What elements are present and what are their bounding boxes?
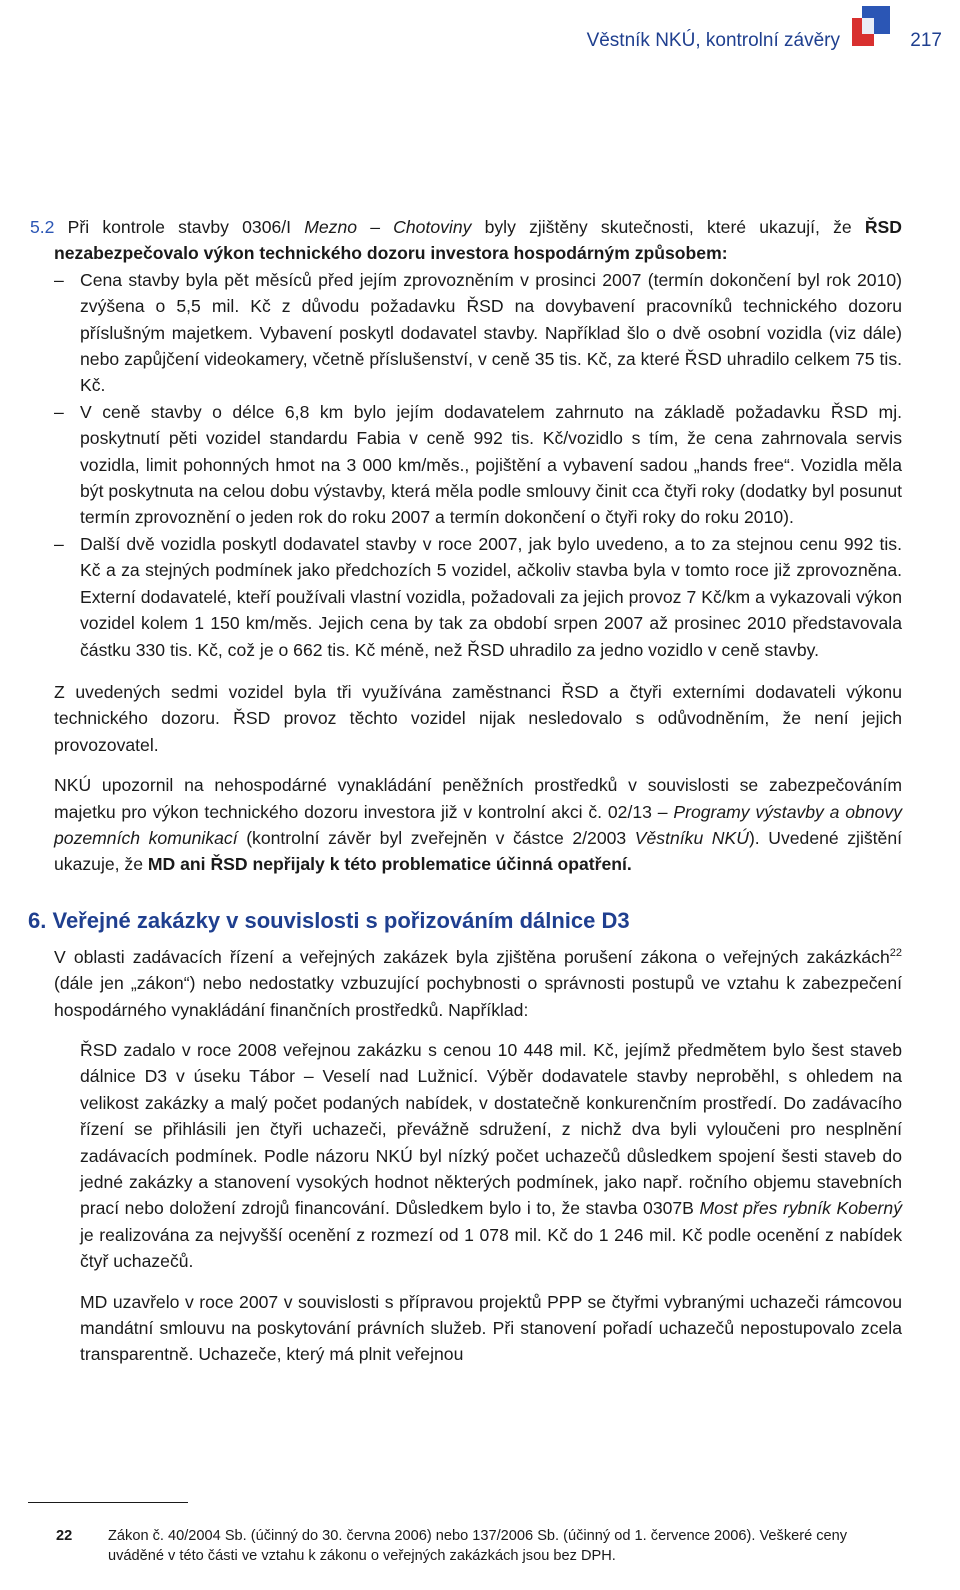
nku-warning-paragraph: NKÚ upozornil na nehospodárné vynakládání peněžních prostředků v souvislosti se zabezpečováním majetku pro výkon technického dozoru investora již v kontrolní akci č. 02/13 – Programy výstavby a obnovy pozemních komunikací (kontrolní závěr byl zveřejněn v částce 2/2003 Věstníku NKÚ). Uvedené zjištění ukazuje, že MD ani ŘSD nepřijaly k této problematice účinná opatření. — [54, 775, 903, 875]
footnote-number: 22 — [56, 1528, 73, 1544]
section-6-intro: V oblasti zadávacích řízení a veřejných zakázek byla zjištěna porušení zákona o veřejných zakázkách$^{22}$ (dále jen „zákon“) nebo nedostatky vzbuzující pochybnosti o správnosti postupů ve vztahu k zabezpečení hospodárného vynakládání finančních prostředků. Například: — [54, 946, 902, 1020]
journal-title: Věstník NKÚ, kontrolní závěry — [586, 30, 840, 51]
findings-list — [0, 267, 960, 663]
section-number: 5.2 — [30, 217, 55, 237]
page-body — [0, 214, 960, 1368]
section-6-heading: 6. Veřejné zakázky v souvislosti s pořizováním dálnice D3 — [28, 907, 630, 933]
nku-logo-icon — [852, 6, 892, 46]
section-5-2-intro: 5.2 Při kontrole stavby 0306/I Mezno – Chotoviny byly zjištěny skutečnosti, které ukazují, že ŘSD nezabezpečovalo výkon technického dozoru investora hospodárným způsobem: — [30, 217, 902, 264]
list-item: – Další dvě vozidla poskytl dodavatel stavby v roce 2007, jak bylo uvedeno, a to za stejnou cenu 992 tis. Kč a za stejných podmínek jako předchozích 5 vozidel, ačkoliv stavba byla v tomto roce již zprovozněna. Externí dodavatelé, kteří používali vlastní vozidla, požadovali za jejich provoz 7 Kč/km a vykazovali výkon vozidel kolem 1 150 km/měs. Jejich cena by tak za období srpen 2007 až prosinec 2010 představovala částku 330 tis. Kč, což je o 662 tis. Kč méně, než ŘSD uhradilo za jedno vozidlo v ceně stavby. — [54, 533, 902, 660]
list-item: – V ceně stavby o délce 6,8 km bylo jejím dodavatelem zahrnuto na základě požadavku ŘSD mj. poskytnutí pěti vozidel standardu Fabia v ceně 992 tis. Kč/vozidlo s tím, že cena zahrnovala servis vozidla, limit pohonných hmot na 3 000 km/měs., pojištění a vybavení sadou „hands free“. Vozidla měla být poskytnuta na celou dobu výstavby, která měla podle smlouvy činit cca čtyři roky (dodatky byl posunut termín zprovoznění o jeden rok do roku 2007 a termín dokončení o čtyři roky do roku 2010). — [54, 401, 902, 528]
list-item: – Cena stavby byla pět měsíců před jejím zprovozněním v prosinci 2007 (termín dokončení byl rok 2010) zvýšena o 5,5 mil. Kč z důvodu požadavku ŘSD na dovybavení pracovníků technického dozoru příslušným majetkem. Vybavení poskytl dodavatel stavby. Například šlo o dvě osobní vozidla (viz dále) nebo zapůjčení videokamery, včetně příslušenství, v ceně 35 tis. Kč, za které ŘSD uhradilo celkem 75 tis. Kč. — [54, 269, 902, 396]
tender-paragraph-2: MD uzavřelo v roce 2007 v souvislosti s přípravou projektů PPP se čtyřmi vybranými uchazeči rámcovou mandátní smlouvu na poskytování právních služeb. Při stanovení pořadí uchazečů nepostupovalo zcela transparentně. Uchazeče, který má plnit veřejnou — [80, 1291, 902, 1365]
tender-paragraph-1: ŘSD zadalo v roce 2008 veřejnou zakázku s cenou 10 448 mil. Kč, jejímž předmětem bylo šest staveb dálnice D3 v úseku Tábor – Veselí nad Lužnicí. Výběr dodavatele stavby neproběhl, s ohledem na velikost zakázky a malý počet podaných nabídek, v dostatečně konkurenčním prostředí. Do zadávacího řízení se přihlásili jen čtyři uchazeči, převážně sdružení, z nichž dva byli vyloučeni pro nesplnění zadávacích podmínek. Podle názoru NKÚ byl nízký počet uchazečů důsledkem spojení šesti staveb do jedné zakázky a stanovení vysokých hodnot některých podmínek, jako např. ročního objemu stavebních prací nebo doložení zdrojů financování. Důsledkem bylo i to, že stavba 0307B Most přes rybník Koberný je realizována za nejvyšší ocenění z rozmezí od 1 078 mil. Kč do 1 246 mil. Kč podle ocenění z nabídek čtyř uchazečů. — [80, 1039, 902, 1272]
page-header — [0, 26, 960, 66]
footnote — [28, 1526, 888, 1567]
footnote-text: Zákon č. 40/2004 Sb. (účinný do 30. června 2006) nebo 137/2006 Sb. (účinný od 1. července 2006). Veškeré ceny uváděné v této části ve vztahu k zákonu o veřejných zakázkách jsou bez DPH. — [108, 1528, 848, 1565]
vehicles-paragraph: Z uvedených sedmi vozidel byla tři využívána zaměstnanci ŘSD a čtyři externími dodavateli výkonu technického dozoru. ŘSD provoz těchto vozidel nijak nesledovalo s odůvodněním, že není jejich provozovatel. — [54, 681, 902, 755]
footnote-divider — [28, 1502, 188, 1503]
footnote-ref: 22 — [889, 946, 902, 959]
page-number: 217 — [910, 30, 942, 51]
